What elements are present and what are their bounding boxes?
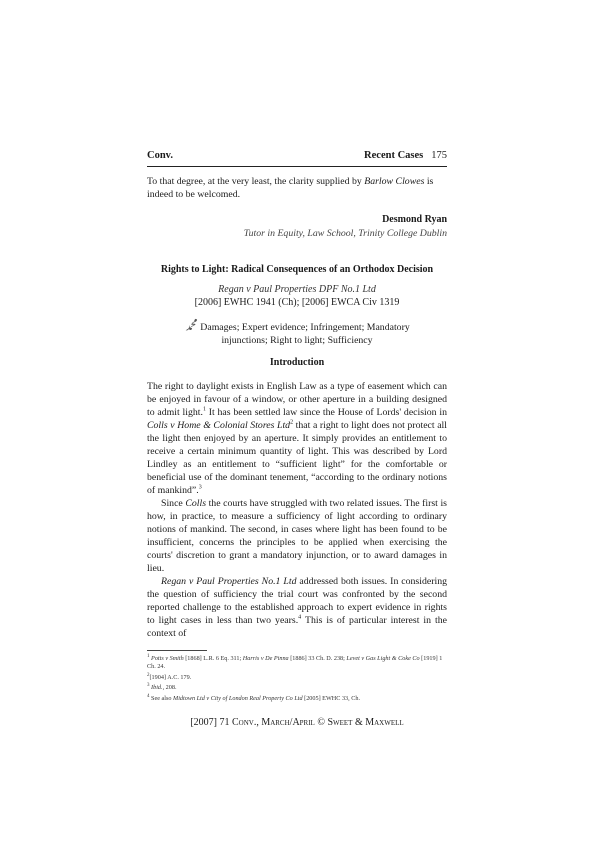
p1-text-a: The right to daylight exists in English Law as a type of easement which can be enjoyed in favour of a window, or other aperture in a building designed to admit light. <box>147 381 447 418</box>
footnote-ref-1: 1 <box>202 406 206 413</box>
footnote-4-case: Midtown Ltd v City of London Real Property Co Ltd <box>173 694 303 702</box>
footnote-1-text-b: [1886] 33 Ch. D. 238; <box>288 655 347 663</box>
footnote-1-case-b: Harris v De Pinna <box>242 655 289 663</box>
p1-text-c: that a right to light does not protect all the light then enjoyed by an aperture. It simply provides an entitlement to receive a certain minimum quantity of light. This was described by Lord Lindley as an entitlement to “sufficient light” for the comfortable or beneficial use of the dominant tenement, “according to the ordinary notions of mankind”. <box>147 420 447 496</box>
case-citation: [2006] EWHC 1941 (Ch); [2006] EWCA Civ 1319 <box>194 297 400 308</box>
page-footer <box>147 717 447 728</box>
footnote-ref-4: 4 <box>298 614 302 621</box>
footnote-1-text-a: [1868] L.R. 6 Eq. 311; <box>183 655 243 663</box>
journal-abbrev: Conv. <box>147 150 173 161</box>
footnote-2 <box>147 672 447 682</box>
case-reference <box>147 284 447 308</box>
footnote-2-number: 2 <box>147 672 150 678</box>
section-label: Recent Cases <box>364 150 424 161</box>
p3-text-a: addressed both issues. In considering the question of sufficiency the trial court was confronted by the second reported challenge to the established approach to expert evidence in rights to light cases in less than two years. <box>147 576 447 626</box>
footnote-4 <box>147 693 447 703</box>
footnote-1 <box>147 653 447 672</box>
footnote-3-ibid: Ibid. <box>151 684 163 692</box>
author-signature <box>147 214 447 239</box>
footer-journal: Conv., March/April <box>231 717 315 728</box>
footnote-4-number: 4 <box>147 693 150 699</box>
footnote-1-case-a: Potts v Smith <box>151 655 184 663</box>
p1-case-name: Colls v Home & Colonial Stores Ltd <box>147 420 291 431</box>
keywords <box>147 321 447 347</box>
footnotes <box>147 653 447 703</box>
footnote-ref-3: 3 <box>198 484 202 491</box>
body-text <box>147 380 447 640</box>
closing-case-name: Barlow Clowes <box>364 176 425 187</box>
p2-text-b: the courts have struggled with two related issues. The first is how, in practice, to measure a sufficiency of light according to ordinary notions of mankind. The second, in cases where light has been found to be insufficient, concerns the principles to be applied when exercising the courts' discretion to grant a mandatory injunction, or to award damages in lieu. <box>147 498 447 574</box>
footnote-1-text-c: [1919] 1 Ch. 24. <box>147 655 443 671</box>
page-number: 175 <box>431 150 447 161</box>
footnote-4-text-b: [2005] EWHC 33, Ch. <box>302 694 360 702</box>
footnote-divider <box>147 650 207 651</box>
keywords-line-1: Damages; Expert evidence; Infringement; Mandatory <box>200 322 410 333</box>
footer-copyright: © <box>314 717 328 728</box>
p2-text-a: Since <box>161 498 186 509</box>
footnote-2-text: [1904] A.C. 179. <box>149 673 192 681</box>
article-title-text: Rights to Light: Radical Consequences of an Orthodox Decision <box>160 264 434 275</box>
footnote-ref-2: 2 <box>290 419 294 426</box>
paragraph-2 <box>147 497 447 575</box>
introduction-heading: Introduction <box>269 357 325 368</box>
scales-of-justice-icon: ﷴ <box>185 321 198 333</box>
running-header <box>147 150 447 167</box>
footer-year-volume: [2007] 71 <box>190 717 232 728</box>
p1-text-b: It has been settled law since the House of Lords' decision in <box>205 407 447 418</box>
closing-paragraph <box>147 175 447 201</box>
closing-text-a: To that degree, at the very least, the clarity supplied by <box>147 176 365 187</box>
keywords-line-2: injunctions; Right to light; Sufficiency <box>221 334 373 346</box>
footnote-1-case-c: Levet v Gas Light & Coke Co <box>346 655 420 663</box>
paragraph-1 <box>147 380 447 497</box>
footnote-3 <box>147 682 447 692</box>
paragraph-3 <box>147 575 447 640</box>
closing-text-b: is indeed to be welcomed. <box>147 176 434 200</box>
article-title <box>147 264 447 275</box>
p2-case-name: Colls <box>185 498 207 509</box>
section-title <box>364 150 447 161</box>
p3-case-name: Regan v Paul Properties No.1 Ltd <box>161 576 297 587</box>
case-name: Regan v Paul Properties DPF No.1 Ltd <box>218 284 376 295</box>
footnote-4-text-a: See also <box>151 694 174 702</box>
section-heading <box>147 357 447 368</box>
footnote-3-number: 3 <box>147 683 150 689</box>
author-affiliation: Tutor in Equity, Law School, Trinity College Dublin <box>243 228 447 239</box>
footer-publisher: Sweet & Maxwell <box>327 717 404 728</box>
p3-text-b: This is of particular interest in the context of <box>147 615 447 639</box>
author-name: Desmond Ryan <box>382 214 447 225</box>
footnote-3-text: , 208. <box>162 684 177 692</box>
footnote-1-number: 1 <box>147 654 150 659</box>
